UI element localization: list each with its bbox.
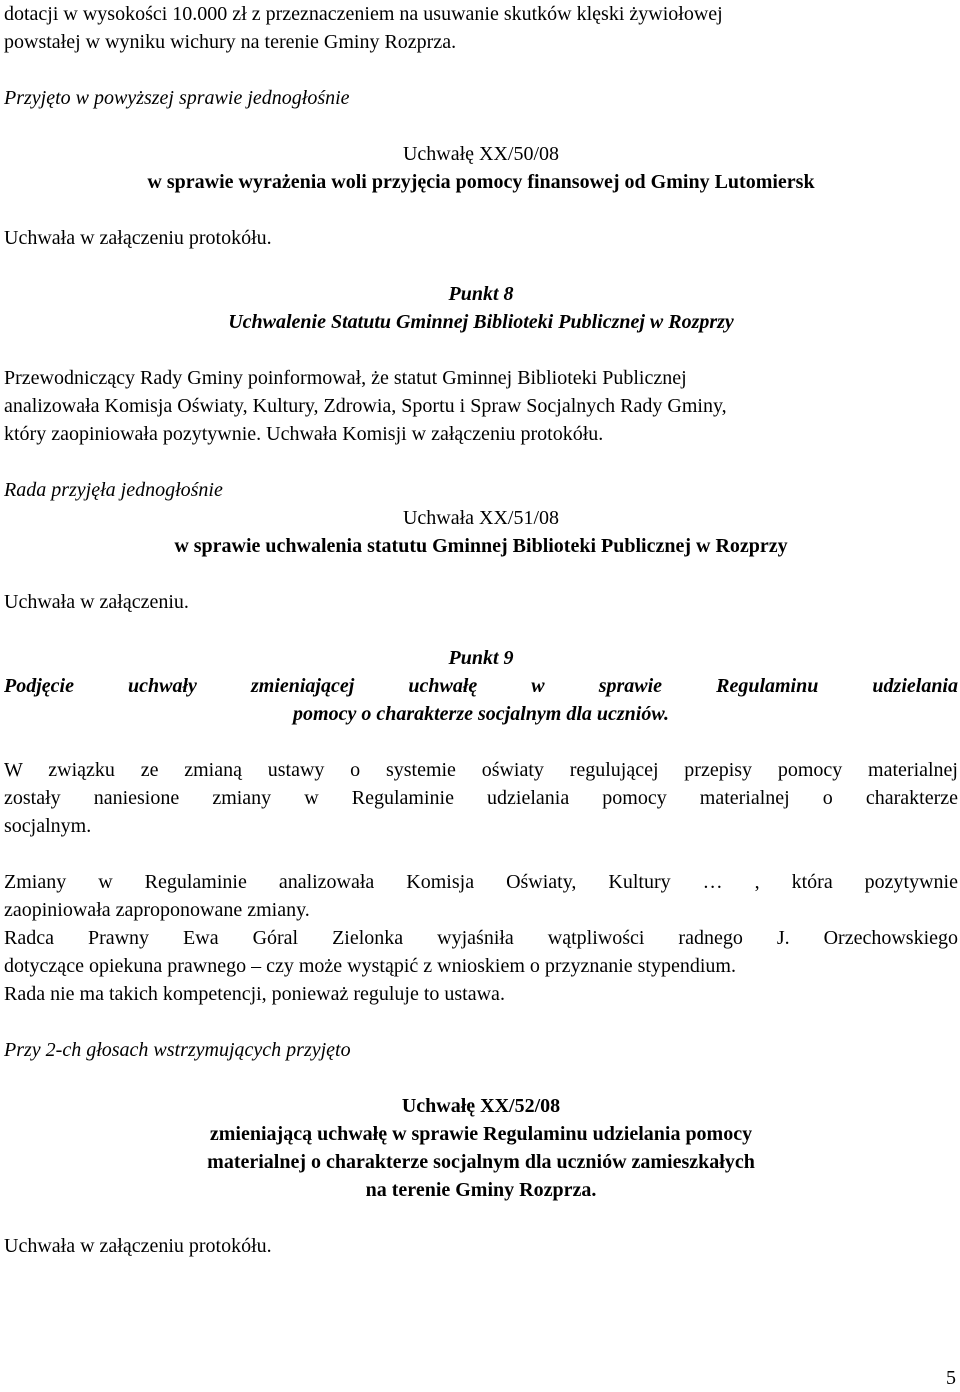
resolution-50-block bbox=[4, 140, 958, 196]
intro-paragraph bbox=[4, 0, 958, 56]
point-9-paragraph-1 bbox=[4, 756, 958, 840]
resolution-52-subject-line-3: na terenie Gminy Rozprza. bbox=[365, 1179, 597, 1201]
point-9-para2-line-1: Zmiany w Regulaminie analizowała Komisja Oświaty, Kultury … , która pozytywnie bbox=[4, 871, 958, 893]
resolution-52-block bbox=[4, 1092, 958, 1204]
resolution-50-title: Uchwałę XX/50/08 bbox=[402, 143, 560, 165]
resolution-51-block bbox=[4, 504, 958, 560]
resolution-52-subject-line-1: zmieniającą uchwałę w sprawie Regulaminu udzielania pomocy bbox=[209, 1123, 753, 1145]
attachment-note-2: Uchwała w załączeniu. bbox=[4, 591, 189, 613]
point-8-subject: Uchwalenie Statutu Gminnej Biblioteki Publicznej w Rozprzy bbox=[228, 311, 734, 333]
point-9-para3-line-2: dotyczące opiekuna prawnego – czy może wystąpić z wnioskiem o przyznanie stypendium. bbox=[4, 955, 736, 977]
point-9-para3-line-3: Rada nie ma takich kompetencji, ponieważ reguluje to ustawa. bbox=[4, 983, 505, 1005]
point-9-subject-line-1: Podjęcie uchwały zmieniającej uchwałę w sprawie Regulaminu udzielania bbox=[4, 675, 958, 697]
point-8-heading-block bbox=[4, 280, 958, 336]
attachment-note-3: Uchwała w załączeniu protokółu. bbox=[4, 1235, 272, 1257]
adopted-statement-1: Przyjęto w powyższej sprawie jednogłośnie bbox=[4, 87, 350, 109]
point-8-text-line-2: analizowała Komisja Oświaty, Kultury, Zdrowia, Sportu i Spraw Socjalnych Rady Gminy, bbox=[4, 395, 727, 417]
point-8-text-line-3: który zaopiniowała pozytywnie. Uchwała Komisji w załączeniu protokółu. bbox=[4, 423, 604, 445]
point-9-paragraph-2 bbox=[4, 868, 958, 924]
adopted-statement-2: Rada przyjęła jednogłośnie bbox=[4, 479, 223, 501]
resolution-51-title: Uchwała XX/51/08 bbox=[402, 507, 560, 529]
attachment-note-1: Uchwała w załączeniu protokółu. bbox=[4, 227, 272, 249]
adopted-statement-3: Przy 2-ch głosach wstrzymujących przyjęto bbox=[4, 1039, 351, 1061]
intro-line-2: powstałej w wyniku wichury na terenie Gminy Rozprza. bbox=[4, 31, 457, 53]
resolution-51-subject: w sprawie uchwalenia statutu Gminnej Biblioteki Publicznej w Rozprzy bbox=[174, 535, 788, 557]
point-9-para2-line-2: zaopiniowała zaproponowane zmiany. bbox=[4, 899, 310, 921]
resolution-52-title: Uchwałę XX/52/08 bbox=[401, 1095, 561, 1117]
page-number: 5 bbox=[946, 1367, 956, 1389]
point-9-para3-line-1: Radca Prawny Ewa Góral Zielonka wyjaśniła wątpliwości radnego J. Orzechowskiego bbox=[4, 927, 958, 949]
point-8-heading: Punkt 8 bbox=[448, 283, 514, 305]
intro-line-1: dotacji w wysokości 10.000 zł z przeznaczeniem na usuwanie skutków klęski żywiołowej bbox=[4, 3, 723, 25]
point-9-heading: Punkt 9 bbox=[448, 647, 514, 669]
point-9-para1-line-1: W związku ze zmianą ustawy o systemie oświaty regulującej przepisy pomocy materialnej bbox=[4, 759, 958, 781]
resolution-50-subject: w sprawie wyrażenia woli przyjęcia pomocy finansowej od Gminy Lutomiersk bbox=[147, 171, 815, 193]
resolution-52-subject-line-2: materialnej o charakterze socjalnym dla uczniów zamieszkałych bbox=[207, 1151, 755, 1173]
point-8-text-line-1: Przewodniczący Rady Gminy poinformował, że statut Gminnej Biblioteki Publicznej bbox=[4, 367, 687, 389]
point-9-para1-line-3: socjalnym. bbox=[4, 815, 92, 837]
point-8-paragraph bbox=[4, 364, 958, 448]
point-9-paragraph-3 bbox=[4, 924, 958, 1008]
point-9-para1-line-2: zostały naniesione zmiany w Regulaminie udzielania pomocy materialnej o charakterze bbox=[4, 787, 958, 809]
point-9-heading-block bbox=[4, 644, 958, 728]
point-9-subject-line-2: pomocy o charakterze socjalnym dla uczniów. bbox=[293, 703, 669, 725]
